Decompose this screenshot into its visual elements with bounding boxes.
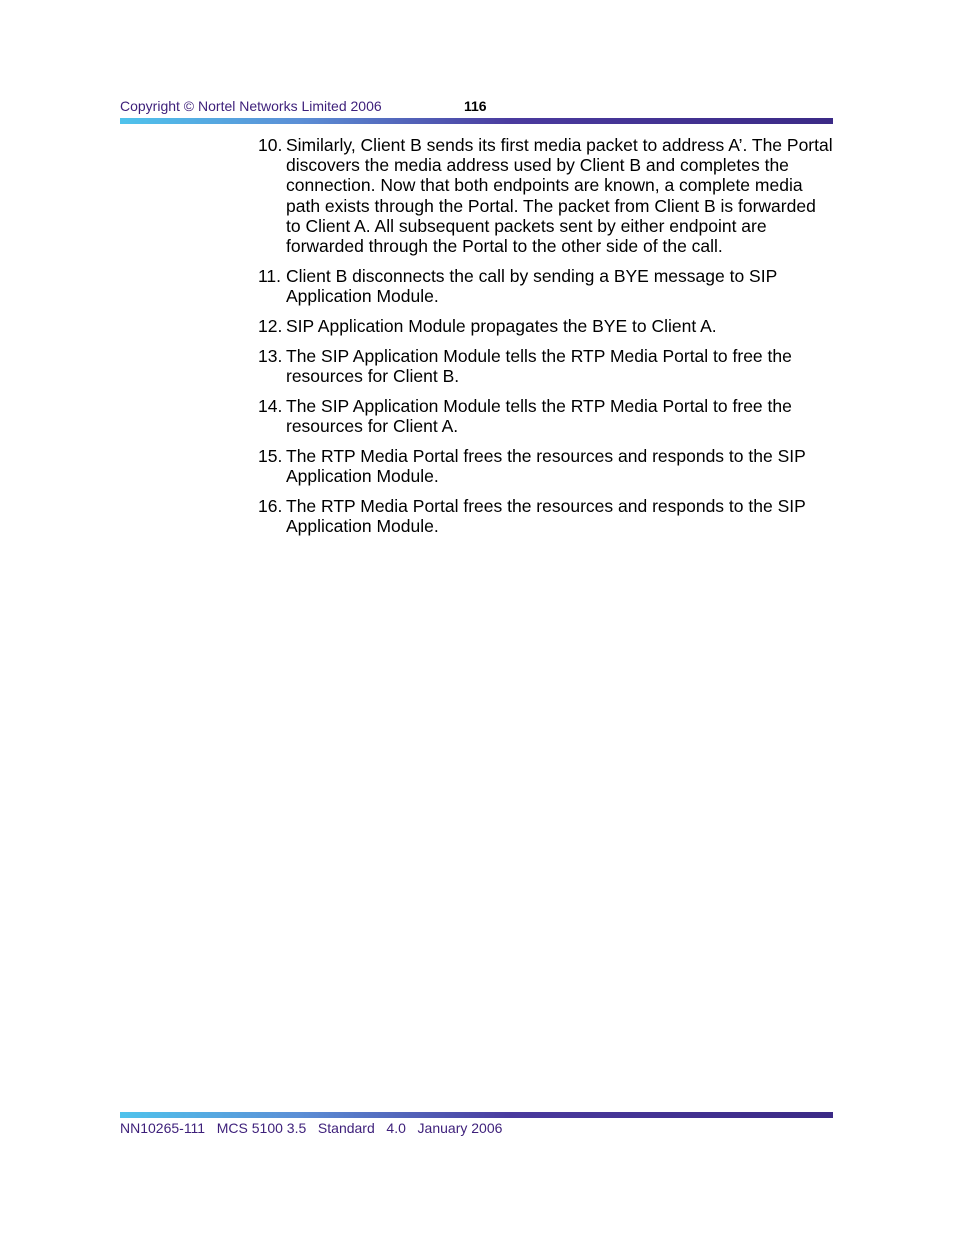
footer-rule [120,1112,833,1118]
page-footer: NN10265-111 MCS 5100 3.5 Standard 4.0 January 2006 [120,1120,503,1136]
step-number: 12. [258,315,283,336]
step-list [258,135,833,546]
step-text: The RTP Media Portal frees the resources and responds to the SIP Application Module. [286,495,806,536]
step-number: 15. [258,445,283,466]
step-text: The SIP Application Module tells the RTP Media Portal to free the resources for Client B. [286,345,792,386]
page-number: 116 [464,98,487,114]
list-item [258,496,833,536]
step-number: 13. [258,345,283,366]
step-text: The RTP Media Portal frees the resources and responds to the SIP Application Module. [286,445,806,486]
step-number: 11. [258,265,282,286]
list-item [258,396,833,436]
step-number: 10. [258,135,283,155]
step-text: The SIP Application Module tells the RTP Media Portal to free the resources for Client A. [286,395,792,436]
step-number: 14. [258,395,283,416]
list-item [258,446,833,486]
step-text: Similarly, Client B sends its first media packet to address A’. The Portal discovers the media address used by Client B and completes the connection. Now that both endpoints are known, a complete media path exists through the Portal. The packet from Client B is forwarded to Client A. All subsequent packets sent by either endpoint are forwarded through the Portal to the other side of the call. [286,135,833,257]
header-rule [120,118,833,124]
list-item [258,266,833,306]
step-text: SIP Application Module propagates the BYE to Client A. [286,315,717,336]
list-item [258,346,833,386]
list-item [258,135,833,256]
step-text: Client B disconnects the call by sending a BYE message to SIP Application Module. [286,265,777,307]
list-item [258,316,833,336]
header-copyright: Copyright © Nortel Networks Limited 2006 [120,98,382,114]
step-number: 16. [258,495,283,516]
